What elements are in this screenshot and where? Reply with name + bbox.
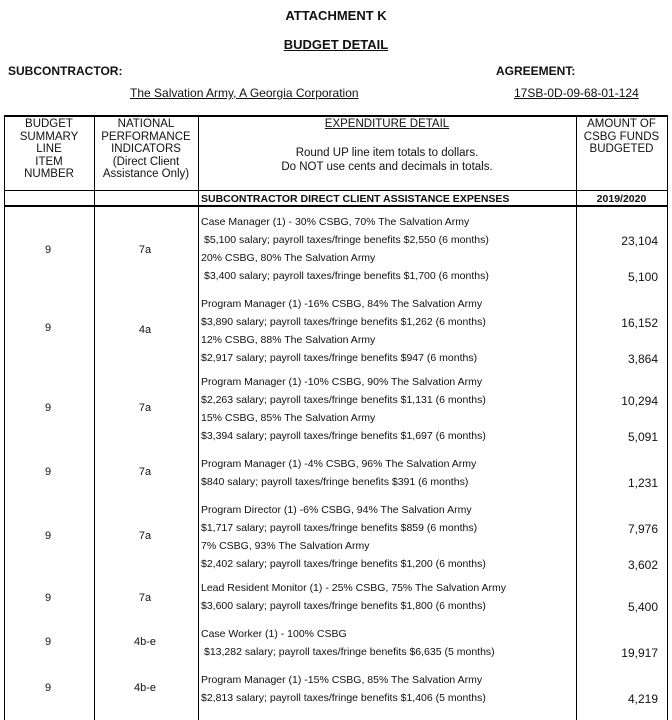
expenditure-line: $2,813 salary; payroll taxes/fringe benefits $1,406 (5 months) bbox=[201, 692, 486, 704]
line-item-number: 9 bbox=[44, 466, 52, 478]
performance-indicator: 4a bbox=[138, 324, 152, 336]
amount: 23,104 bbox=[621, 234, 658, 248]
expenditure-line: $3,394 salary; payroll taxes/fringe benefits $1,697 (6 months) bbox=[201, 430, 486, 442]
attachment-label: ATTACHMENT K bbox=[285, 8, 387, 23]
amount: 5,400 bbox=[627, 600, 658, 614]
line-item-number: 9 bbox=[44, 682, 52, 694]
subcontractor-name: The Salvation Army, A Georgia Corporation bbox=[130, 86, 359, 100]
amount: 19,917 bbox=[621, 646, 658, 660]
line-item-number: 9 bbox=[44, 402, 52, 414]
expenditure-line: Case Manager (1) - 30% CSBG, 70% The Salvation Army bbox=[201, 216, 470, 228]
expenditure-line: 12% CSBG, 88% The Salvation Army bbox=[201, 334, 376, 346]
amount: 3,602 bbox=[627, 558, 658, 572]
expenditure-line: Lead Resident Monitor (1) - 25% CSBG, 75% The Salvation Army bbox=[201, 582, 507, 594]
expenditure-line: $2,402 salary; payroll taxes/fringe benefits $1,200 (6 months) bbox=[201, 558, 486, 570]
performance-indicator: 4b-e bbox=[133, 636, 157, 648]
expenditure-line: $2,263 salary; payroll taxes/fringe benefits $1,131 (6 months) bbox=[201, 394, 486, 406]
agreement-number: 17SB-0D-09-68-01-124 bbox=[514, 86, 639, 100]
agreement-label: AGREEMENT: bbox=[496, 64, 576, 78]
expenditure-line: 15% CSBG, 85% The Salvation Army bbox=[201, 412, 376, 424]
expenditure-line: $5,100 salary; payroll taxes/fringe benefits $2,550 (6 months) bbox=[204, 234, 489, 246]
performance-indicator: 7a bbox=[138, 244, 152, 256]
amount: 5,091 bbox=[627, 430, 658, 444]
performance-indicator: 7a bbox=[138, 592, 152, 604]
expenditure-line: Program Director (1) -6% CSBG, 94% The Salvation Army bbox=[201, 504, 472, 516]
expenditure-line: Case Worker (1) - 100% CSBG bbox=[201, 628, 347, 640]
amount: 1,231 bbox=[627, 476, 658, 490]
line-item-number: 9 bbox=[44, 530, 52, 542]
amount: 7,976 bbox=[627, 522, 658, 536]
expenditure-line: Program Manager (1) -16% CSBG, 84% The Salvation Army bbox=[201, 298, 483, 310]
header-csbg-amount: AMOUNT OF CSBG FUNDS BUDGETED bbox=[583, 118, 660, 155]
expenditure-line: $3,600 salary; payroll taxes/fringe benefits $1,800 (6 months) bbox=[201, 600, 486, 612]
subcontractor-label: SUBCONTRACTOR: bbox=[8, 64, 123, 78]
header-national-indicators: NATIONAL PERFORMANCE INDICATORS (Direct Client Assistance Only) bbox=[101, 118, 191, 180]
expenditure-line: $2,917 salary; payroll taxes/fringe benefits $947 (6 months) bbox=[201, 352, 478, 364]
performance-indicator: 7a bbox=[138, 530, 152, 542]
expenditure-line: $840 salary; payroll taxes/fringe benefits $391 (6 months) bbox=[201, 476, 469, 488]
expenditure-line: Program Manager (1) -10% CSBG, 90% The Salvation Army bbox=[201, 376, 483, 388]
line-item-number: 9 bbox=[44, 636, 52, 648]
header-expenditure-detail: EXPENDITURE DETAIL bbox=[324, 118, 450, 130]
amount: 16,152 bbox=[621, 316, 658, 330]
page-title: BUDGET DETAIL bbox=[283, 37, 389, 52]
fiscal-year: 2019/2020 bbox=[596, 193, 647, 205]
section-title: SUBCONTRACTOR DIRECT CLIENT ASSISTANCE EXPENSES bbox=[201, 193, 510, 205]
table-top-border bbox=[4, 115, 668, 117]
line-item-number: 9 bbox=[44, 322, 52, 334]
expenditure-line: Program Manager (1) -15% CSBG, 85% The Salvation Army bbox=[201, 674, 483, 686]
amount: 10,294 bbox=[621, 394, 658, 408]
expenditure-line: $3,890 salary; payroll taxes/fringe benefits $1,262 (6 months) bbox=[201, 316, 486, 328]
expenditure-line: Program Manager (1) -4% CSBG, 96% The Salvation Army bbox=[201, 458, 477, 470]
performance-indicator: 7a bbox=[138, 402, 152, 414]
expenditure-line: $13,282 salary; payroll taxes/fringe benefits $6,635 (5 months) bbox=[204, 646, 495, 658]
amount: 5,100 bbox=[627, 270, 658, 284]
expenditure-line: 20% CSBG, 80% The Salvation Army bbox=[201, 252, 376, 264]
line-item-number: 9 bbox=[44, 592, 52, 604]
amount: 4,219 bbox=[627, 692, 658, 706]
line-item-number: 9 bbox=[44, 244, 52, 256]
amount: 3,864 bbox=[627, 352, 658, 366]
performance-indicator: 7a bbox=[138, 466, 152, 478]
header-budget-line-item: BUDGET SUMMARY LINE ITEM NUMBER bbox=[19, 118, 79, 180]
expenditure-line: 7% CSBG, 93% The Salvation Army bbox=[201, 540, 370, 552]
expenditure-line: $3,400 salary; payroll taxes/fringe benefits $1,700 (6 months) bbox=[204, 270, 489, 282]
header-rounding-notes: Round UP line item totals to dollars. Do NOT use cents and decimals in totals. bbox=[281, 147, 493, 173]
performance-indicator: 4b-e bbox=[133, 682, 157, 694]
expenditure-line: $1,717 salary; payroll taxes/fringe benefits $859 (6 months) bbox=[201, 522, 478, 534]
